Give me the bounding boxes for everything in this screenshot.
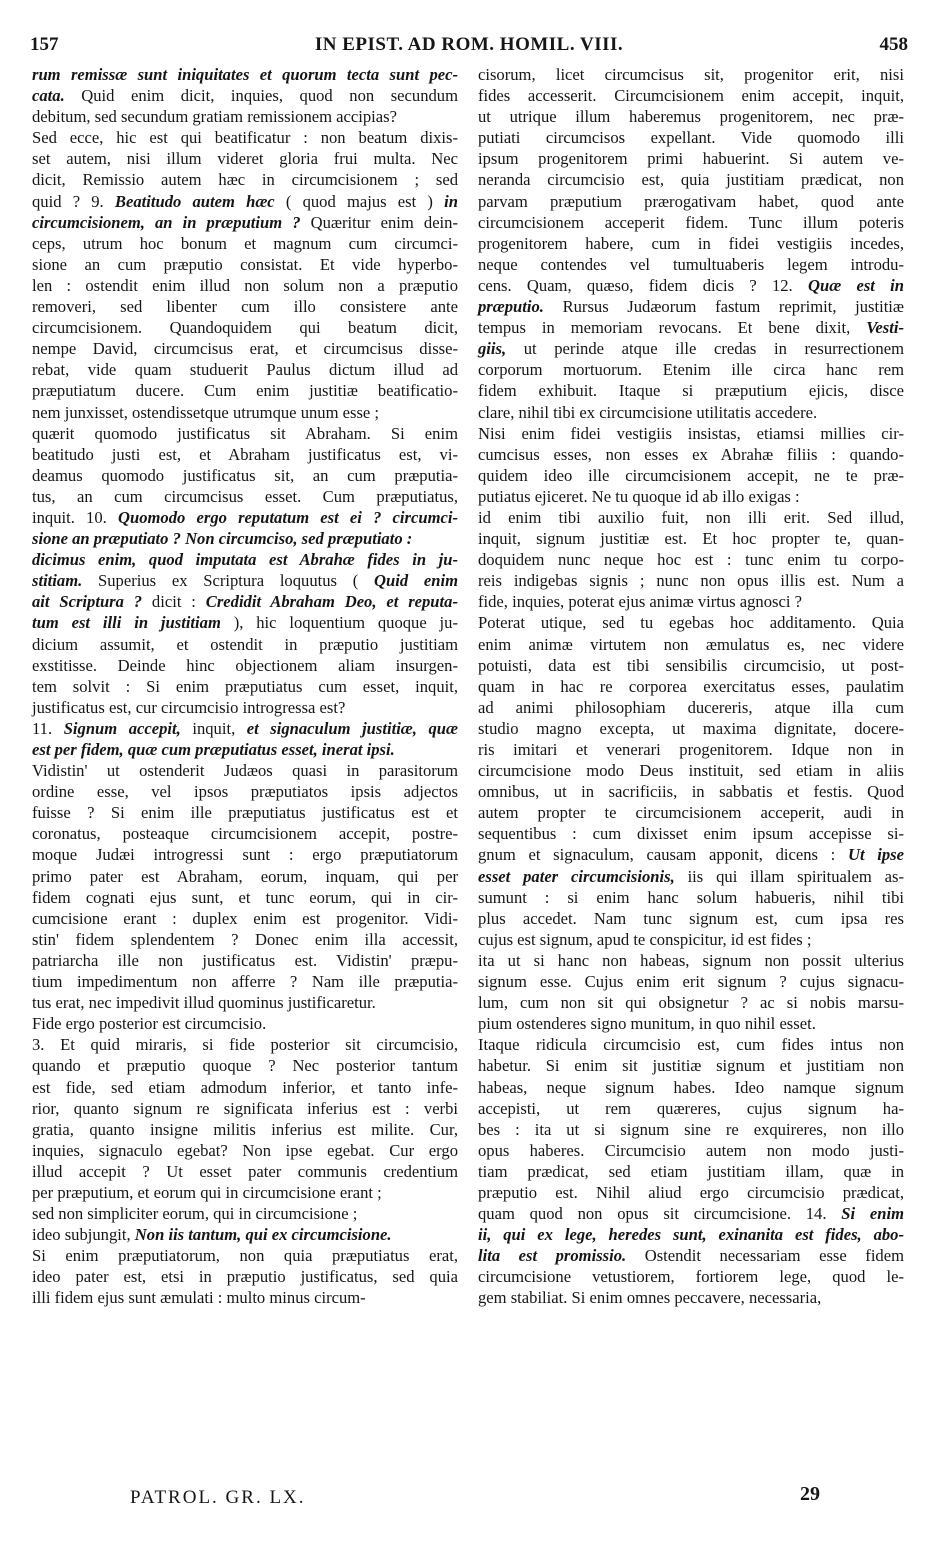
text-line: cens. Quam, quæso, fidem dicis ? 12. Quæ est in <box>478 275 905 295</box>
text-line: circumcisione modo Deus instituit, sed etiam in aliis <box>478 761 904 781</box>
text-line: ait Scriptura ? dicit : Credidit Abraham Deo, et reputa- <box>32 592 458 612</box>
text-line: sed non simpliciter eorum, qui in circumcisione ; <box>32 1204 358 1224</box>
text-line: rum remissæ sunt iniquitates et quorum tecta sunt pec- <box>32 65 458 84</box>
text-line: plus accedet. Nam tunc signum est, cum ipsa res <box>478 908 904 928</box>
text-line: gem stabiliat. Si enim omnes peccavere, necessaria, <box>478 1288 822 1308</box>
text-line: tus erat, nec impedivit illud quominus justificaretur. <box>32 993 376 1013</box>
text-line: rebat, vide quam studuerit Paulus dictum illud ad <box>32 360 458 380</box>
text-line: giis, ut perinde atque ille credas in resurrectionem <box>478 339 904 359</box>
text-line: circumcisionem acceperit fidem. Tunc illum poteris <box>478 212 904 232</box>
text-line: Sed ecce, hic est qui beatificatur : non beatum dixis- <box>32 128 458 148</box>
sheet-number: 29 <box>800 1483 820 1505</box>
text-line: tiam prædicat, sed etiam justitiam illam, quæ in <box>478 1161 904 1181</box>
text-line: ordine esse, vel ipsos præputiatos ipsis adjectos <box>32 782 458 802</box>
text-line: ad animi philosophiam ducereris, atque illa cum <box>478 697 904 717</box>
text-line: lum, cum non sit qui obsignetur ? ac si nobis marsu- <box>478 993 904 1013</box>
text-line: præputiatum ducere. Cum enim justitiæ beatificatio- <box>32 381 458 401</box>
text-line: ideo subjungit, Non iis tantum, qui ex circumcisione. <box>32 1225 392 1245</box>
text-line: ii, qui ex lege, heredes sunt, exinanita est fides, abo- <box>478 1225 904 1245</box>
text-line: dicit, Remissio autem hæc in circumcisionem ; sed <box>32 170 458 190</box>
text-line: sione an cum præputio consistat. Et vide hyperbo- <box>32 254 458 274</box>
text-line: tempus in memoriam revocans. Et bene dixit, Vesti- <box>478 318 904 338</box>
text-line: esset pater circumcisionis, iis qui illam spiritualem as- <box>478 866 904 886</box>
text-line: nempe David, circumcisus erat, et circumcisus disse- <box>32 339 458 359</box>
text-line: moque Judæi introgressi sunt : ergo præputiatorum <box>32 845 458 865</box>
text-line: quando et præputio quoque ? Nec posterior tantum <box>32 1056 458 1076</box>
text-line: ris imitari et venerari progenitorem. Idque non in <box>478 740 904 759</box>
text-line: habeas, neque signum habes. Ideo namque signum <box>478 1077 904 1097</box>
right-text-column <box>478 64 904 1309</box>
text-line: accepisti, ut rem quæreres, cujus signum ha- <box>478 1098 904 1118</box>
text-line: corporum mortuorum. Etenim ille circa hanc rem <box>478 360 904 380</box>
running-header <box>30 34 908 62</box>
text-line: tem solvit : Si enim præputiatus cum esset, inquit, <box>32 676 458 696</box>
text-line: Vidistin' ut ostenderit Judæos quasi in parasitorum <box>32 761 458 781</box>
text-line: coronatus, posteaque circumcisionem accepit, postre- <box>32 824 458 844</box>
text-line: opus haberes. Circumcisio autem non modo justi- <box>478 1140 904 1160</box>
text-line: tum est illi in justitiam ), hic loquentium quoque ju- <box>32 613 458 633</box>
text-line: justificatus est, cur circumcisio introgressa est? <box>32 697 346 717</box>
left-text-column <box>32 64 458 1309</box>
text-line: doquidem nunc neque hoc est : tunc enim tu corpo- <box>478 550 904 570</box>
text-line: per præputium, et eorum qui in circumcisione erant ; <box>32 1182 382 1202</box>
text-line: ideo pater est, etsi in præputio justificatus, sed quia <box>32 1267 458 1287</box>
text-line: quam quod non opus sit circumcisione. 14. Si enim <box>478 1204 904 1224</box>
text-line: circumcisionem, an in præputium ? Quæritur enim dein- <box>32 212 458 232</box>
running-title: IN EPIST. AD ROM. HOMIL. VIII. <box>314 34 624 55</box>
text-line: præputio est. Nihil aliud ergo circumcisio prædicat, <box>478 1182 904 1202</box>
text-line: potuisti, data est tibi sensibilis circumcisio, ut post- <box>478 655 904 675</box>
text-line: inquit. 10. Quomodo ergo reputatum est ei ? circumci- <box>32 507 458 527</box>
text-line: Nisi enim fidei vestigiis insistas, etiamsi millies cir- <box>478 423 904 443</box>
text-line: sequentibus : cum dixisset enim ipsum accepisse si- <box>478 824 904 844</box>
text-line: stin' fidem splendentem ? Donec enim illa accessit, <box>32 929 458 949</box>
text-line: inquies, signaculo egebat? Non ipse egebat. Cur ergo <box>32 1140 458 1160</box>
text-line: cata. Quid enim dicit, inquies, quod non secundum <box>32 86 458 106</box>
text-line: debitum, sed secundum gratiam remissionem accipias? <box>32 107 397 127</box>
text-line: cumcisione erant : duplex enim est progenitor. Vidi- <box>32 908 458 928</box>
text-line: rior, quanto signum re significata inferius est : verbi <box>32 1098 458 1118</box>
text-line: inquit, signum justitiæ est. Et hoc propter te, quan- <box>478 529 904 549</box>
text-line: circumcisionem. Quandoquidem qui beatum dicit, <box>32 318 458 338</box>
text-line: gnum et signaculum, causam apponit, dicens : Ut ipse <box>478 845 904 865</box>
text-line: lita est promissio. Ostendit necessariam esse fidem <box>478 1246 904 1266</box>
text-line: sione an præputiato ? Non circumciso, sed præputiato : <box>32 529 413 549</box>
text-line: bes : ita ut si signum sine re exquireres, non illo <box>478 1119 904 1139</box>
text-line: ipsum progenitorem primi habuerint. Si autem ve- <box>478 149 904 169</box>
text-line: sumunt : si enim hanc solum habueris, nihil tibi <box>478 887 904 907</box>
text-line: est fide, sed etiam admodum inferior, et tanto infe- <box>32 1077 458 1097</box>
left-page-number: 157 <box>30 34 59 55</box>
text-line: illi fidem ejus sunt æmulati : multo minus circum- <box>32 1288 366 1308</box>
text-line: fidem cognati ejus sunt, et tunc eorum, qui in cir- <box>32 887 458 907</box>
text-line: Si enim præputiatorum, non quia præputiatus erat, <box>32 1246 458 1266</box>
text-line: dicimus enim, quod imputata est Abrahæ fides in ju- <box>32 550 458 570</box>
footer-signature: PATROL. GR. LX. <box>130 1487 306 1508</box>
text-line: cisorum, licet circumcisus sit, progenitor erit, nisi <box>478 65 904 84</box>
text-line: circumcisione vetustiorem, fortiorem lege, quod le- <box>478 1267 904 1287</box>
text-line: signum esse. Cujus enim erit signum ? cujus signacu- <box>478 972 904 992</box>
text-line: præputio. Rursus Judæorum fastum reprimit, justitiæ <box>478 297 904 317</box>
text-line: exstitisse. Deinde hinc objectionem aliam insurgen- <box>32 655 458 675</box>
text-line: ita ut si hanc non habeas, signum non possit ulterius <box>478 950 904 970</box>
text-line: putiatus ejiceret. Ne tu quoque id ab illo exigas : <box>478 486 800 506</box>
text-line: neque contendes vel tumultuaberis legem introdu- <box>478 254 904 274</box>
text-line: quidem ideo ille circumcisionem accepit, ne te præ- <box>478 465 904 485</box>
text-line: ut utrique illum haberemus progenitorem, nec præ- <box>478 107 904 127</box>
text-line: beatitudo justi est, et Abraham justificatus est, vi- <box>32 444 458 464</box>
text-line: ceps, utrum hoc bonum et magnum cum circumci- <box>32 233 458 253</box>
right-page-number: 458 <box>879 34 908 55</box>
text-line: clare, nihil tibi ex circumcisione utilitatis accedere. <box>478 402 818 422</box>
text-line: 11. Signum accepit, inquit, et signaculum justitiæ, quæ <box>32 718 458 738</box>
text-line: quam in hac re corporea exercitatus esses, paulatim <box>478 676 904 696</box>
text-line: fidem exhibuit. Itaque si præputium ejicis, disce <box>478 381 904 401</box>
text-line: dicium assumit, et ostendit in præputio justitiam <box>32 634 458 654</box>
text-line: tium impedimentum non afferre ? Nam ille præputia- <box>32 972 458 992</box>
text-line: len : ostendit enim illud non solum non a præputio <box>32 275 458 295</box>
text-line: Itaque ridicula circumcisio est, cum fides intus non <box>478 1035 904 1055</box>
text-line: est per fidem, quæ cum præputiatus esset, inerat ipsi. <box>32 740 395 759</box>
text-line: pium ostenderes signo munitum, in quo nihil esset. <box>478 1014 816 1034</box>
text-line: Fide ergo posterior est circumcisio. <box>32 1014 267 1034</box>
text-line: enim animæ virtutem non æmulatus es, nec videre <box>478 634 904 654</box>
text-line: id enim tibi auxilio fuit, non illi erit. Sed illud, <box>478 507 904 527</box>
text-line: tus, an cum circumcisus esset. Cum præputiatus, <box>32 486 458 506</box>
text-line: studio magno excepta, ut maxima dignitate, docere- <box>478 718 904 738</box>
text-line: habetur. Si enim sit justitiæ signum et justitiam non <box>478 1056 904 1076</box>
text-line: reis indigebas signis ; nunc non opus illis est. Num a <box>478 571 904 591</box>
text-line: cujus est signum, apud te conspicitur, id est fides ; <box>478 929 812 949</box>
text-line: removeri, sed libenter cum illo consistere ante <box>32 297 458 317</box>
text-line: gratia, quanto insigne militis inferius est milite. Cur, <box>32 1119 458 1139</box>
text-line: set autem, nisi illum videret gloria frui multa. Nec <box>32 149 458 169</box>
text-line: deamus quomodo justificatus sit, an cum præputia- <box>32 465 458 485</box>
text-line: cumcisus esses, non esses ex Abrahæ filiis : quando- <box>478 444 904 464</box>
text-line: omnibus, ut in sacrificiis, in sabbatis et festis. Quod <box>478 782 904 802</box>
text-line: autem propter te circumcisionem acceperit, audi in <box>478 803 904 823</box>
text-line: neranda circumcisio est, quia justitiam prædicat, non <box>478 170 904 190</box>
text-line: primo pater est Abraham, eorum, inquam, qui per <box>32 866 458 886</box>
text-line: progenitorem habere, cum in fidei vestigiis incedes, <box>478 233 904 253</box>
text-line: fuisse ? Si enim ille præputiatus justificatus est et <box>32 803 458 823</box>
text-line: fide, inquies, poterat ejus animæ virtus agnosci ? <box>478 592 802 612</box>
text-line: patriarcha ille non justificatus est. Vidistin' præpu- <box>32 950 458 970</box>
text-line: quid ? 9. Beatitudo autem hæc ( quod majus est ) in <box>32 191 458 211</box>
text-line: stitiam. Superius ex Scriptura loquutus ( Quid enim <box>32 571 458 591</box>
text-line: fides accesserit. Circumcisionem enim accepit, inquit, <box>478 86 904 106</box>
text-line: 3. Et quid miraris, si fide posterior sit circumcisio, <box>32 1035 458 1055</box>
text-line: parvam præputium prærogativam habet, quod ante <box>478 191 904 211</box>
text-line: nem junxisset, ostendissetque utrumque unum esse ; <box>32 402 380 422</box>
text-line: illud accepit ? Ut esset pater communis credentium <box>32 1161 458 1181</box>
text-line: quærit quomodo justificatus sit Abraham. Si enim <box>32 423 458 443</box>
text-line: Poterat utique, sed tu egebas hoc additamento. Quia <box>478 613 904 633</box>
text-line: putiati circumcisos expellant. Vide quomodo illi <box>478 128 904 148</box>
